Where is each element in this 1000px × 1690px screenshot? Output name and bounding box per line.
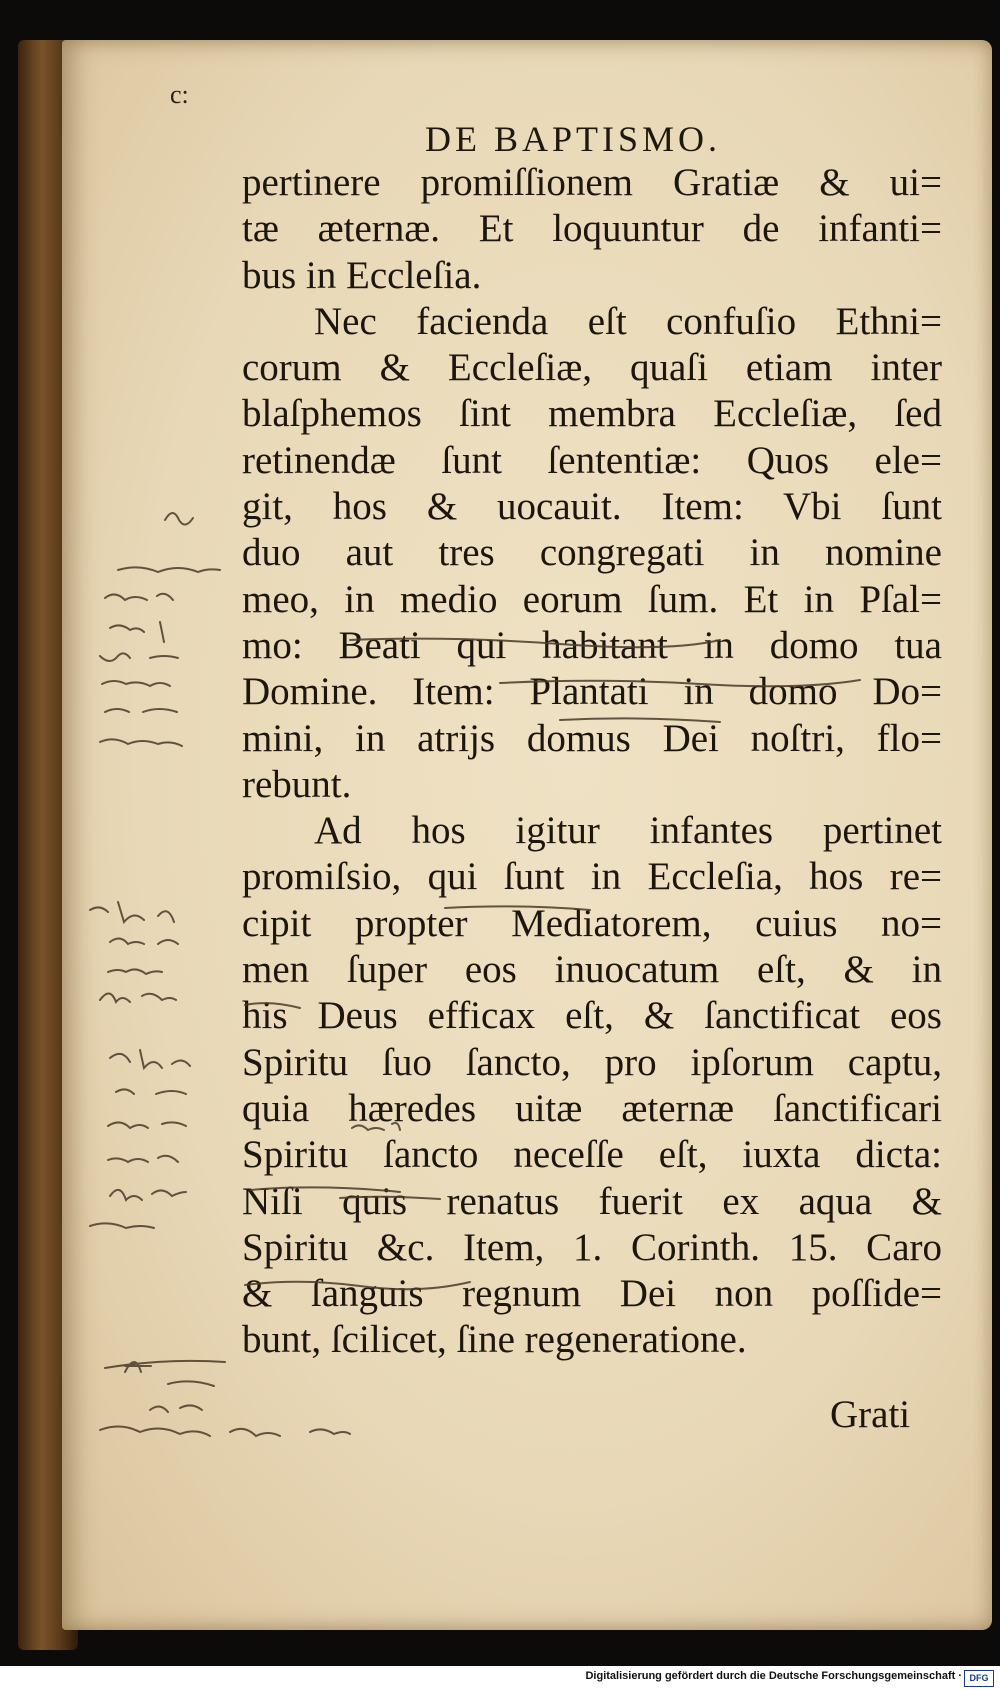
- text-line: men ſuper eos inuocatum eſt, & in: [242, 948, 942, 992]
- text-line: blaſphemos ſint membra Eccleſiæ, ſed: [242, 392, 942, 436]
- text-line: quia hæredes uitæ æternæ ſanctificari: [242, 1086, 942, 1130]
- catchword: Grati: [830, 1393, 911, 1436]
- text-line: Domine. Item: Plantati in domo Do=: [242, 670, 942, 714]
- text-line: his Deus efficax eſt, & ſanctificat eos: [242, 994, 942, 1038]
- running-head: DE BAPTISMO.: [425, 119, 722, 159]
- funding-credit: Digitalisierung gefördert durch die Deutsche Forschungsgemeinschaft ·: [585, 1670, 962, 1682]
- text-line: retinendæ ſunt ſententiæ: Quos ele=: [242, 438, 942, 482]
- dfg-logo: DFG: [964, 1670, 994, 1687]
- text-line: cipit propter Mediatorem, cuius no=: [242, 901, 942, 945]
- text-line: mini, in atrijs domus Dei noſtri, flo=: [242, 716, 942, 760]
- corner-mark: c:: [170, 80, 189, 109]
- text-line: bus in Eccleſia.: [242, 253, 482, 297]
- text-line: rebunt.: [242, 762, 352, 806]
- text-line: Spiritu ſancto neceſſe eſt, iuxta dicta:: [242, 1133, 942, 1177]
- text-line: Niſi quis renatus fuerit ex aqua &: [242, 1179, 942, 1223]
- text-line: pertinere promiſſionem Gratiæ & ui=: [242, 161, 942, 204]
- text-line: corum & Eccleſiæ, quaſi etiam inter: [242, 346, 942, 390]
- body-text: [242, 160, 942, 1364]
- text-line: mo: Beati qui habitant in domo tua: [242, 623, 942, 667]
- text-line: promiſsio, qui ſunt in Eccleſia, hos re=: [242, 855, 942, 899]
- text-line: meo, in medio eorum ſum. Et in Pſal=: [242, 577, 942, 621]
- text-line: & ſanguis regnum Dei non poſſide=: [242, 1272, 942, 1316]
- text-line: git, hos & uocauit. Item: Vbi ſunt: [242, 485, 942, 529]
- text-line: Ad hos igitur infantes pertinet: [314, 809, 942, 853]
- text-line: Spiritu &c. Item, 1. Corinth. 15. Caro: [242, 1225, 942, 1269]
- text-line: Spiritu ſuo ſancto, pro ipſorum captu,: [242, 1040, 942, 1084]
- text-line: duo aut tres congregati in nomine: [242, 531, 942, 575]
- text-line: bunt, ſcilicet, ſine regeneratione.: [242, 1318, 747, 1362]
- text-line: tæ æternæ. Et loquuntur de infanti=: [242, 207, 942, 251]
- text-line: Nec facienda eſt confuſio Ethni=: [314, 299, 942, 343]
